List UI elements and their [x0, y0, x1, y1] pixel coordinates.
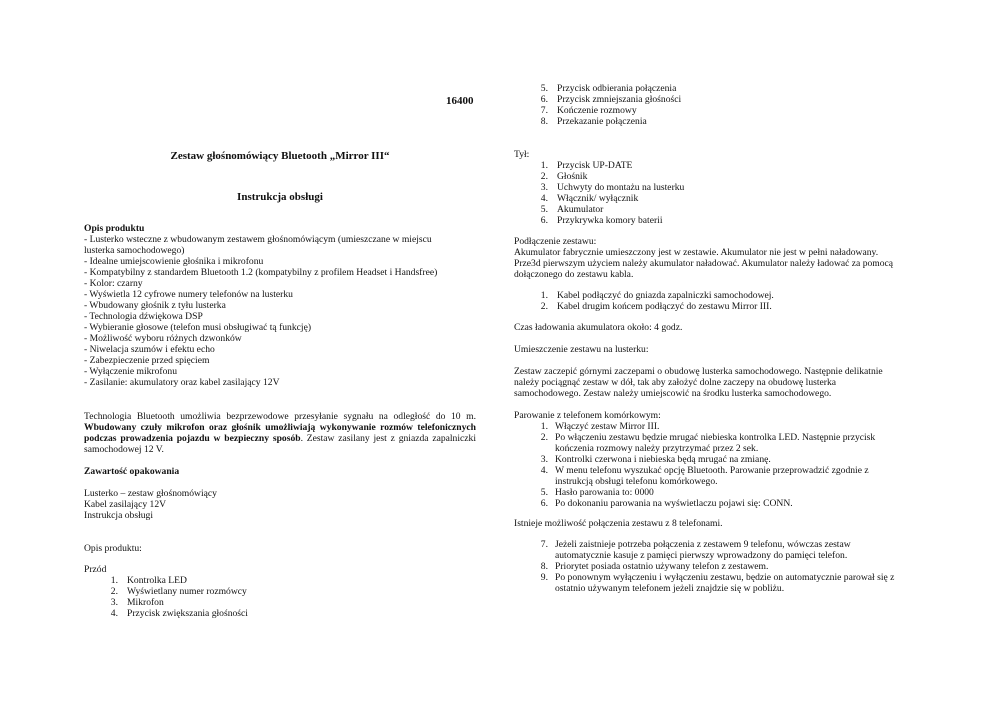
feature-item: - Zasilanie: akumulatory oraz kabel zasilający 12V [84, 377, 280, 388]
list-item: 2. Głośnik [540, 171, 588, 182]
technology-bold-text: Wbudowany czuły mikrofon oraz głośnik umożliwiają wykonywanie rozmów telefonicznych podczas prowadzenia pojazdu w bezpieczny sposób [84, 422, 476, 444]
pairing-heading: Parowanie z telefonem komórkowym: [514, 410, 661, 421]
charge-time: Czas ładowania akumulatora około: 4 godz. [514, 322, 683, 333]
front-label: Przód [84, 564, 107, 575]
list-item: 6. Przycisk zmniejszania głośności [540, 94, 682, 105]
list-item: 7. Kończenie rozmowy [540, 105, 637, 116]
connection-section [514, 236, 904, 280]
mount-heading: Umieszczenie zestawu na lusterku: [514, 344, 649, 355]
list-item: 1. Kabel podłączyć do gniazda zapalniczki samochodowej. [540, 290, 774, 301]
technology-text: Technologia Bluetooth umożliwia bezprzewodowe przesyłanie sygnału na odległość do 10 m. [84, 411, 476, 422]
feature-item: - Wybieranie głosowe (telefon musi obsługiwać tą funkcję) [84, 322, 312, 333]
front-section [84, 564, 464, 619]
list-item: 1. Kontrolka LED [110, 575, 187, 586]
product-description [84, 223, 444, 388]
multi-phone-list [514, 539, 900, 594]
technology-paragraph [84, 411, 476, 455]
list-item: 4. Włącznik/ wyłącznik [540, 193, 639, 204]
connection-list [514, 290, 904, 312]
list-item: 4. W menu telefonu wyszukać opcję Bluetooth. Parowanie przeprowadzić zgodnie z instrukcją obsługi telefonu komórkowego. [540, 465, 869, 487]
feature-item: - Kompatybilny z standardem Bluetooth 1.2 (kompatybilny z profilem Headset i Handsfree) [84, 267, 438, 278]
description-heading: Opis produktu [84, 223, 145, 234]
mount-text: Zestaw zaczepić górnymi zaczepami o obudowę lusterka samochodowego. Następnie delikatnie należy pociągnąć zestaw w dół, tak aby założyć dolne zaczepy na obudowę lusterka samochodowego. Zestaw należy umiejscowić na środku lusterka samochodowego. [514, 366, 883, 399]
connection-text: Akumulator fabrycznie umieszczony jest w zestawie. Akumulator nie jest w pełni naładowany. Prze3d pierwszym użyciem należy akumulator naładować. Akumulator należy ładować za pomocą dołączonego do zestawu kabla. [514, 247, 894, 280]
feature-item: - Wyłączenie mikrofonu [84, 366, 178, 377]
feature-item: - Idealne umiejscowienie głośnika i mikrofonu [84, 256, 264, 267]
list-item: 3. Kontrolki czerwona i niebieska będą mrugać na zmianę. [540, 454, 771, 465]
feature-item: - Niwelacja szumów i efektu echo [84, 344, 215, 355]
feature-item: - Technologia dźwiękowa DSP [84, 311, 203, 322]
feature-item: - Kolor: czarny [84, 278, 143, 289]
list-item: 9. Po ponownym wyłączeniu i wyłączeniu zestawu, będzie on automatycznie parował się z ostatnio używanym telefonem jeżeli znajdzie się w pobliżu. [540, 572, 895, 594]
list-item: 6. Po dokonaniu parowania na wyświetlaczu pojawi się: CONN. [540, 498, 793, 509]
list-item: 2. Wyświetlany numer rozmówcy [110, 586, 247, 597]
list-item: 2. Kabel drugim końcem podłączyć do zestawu Mirror III. [540, 301, 772, 312]
feature-list [84, 234, 444, 388]
list-item: 1. Włączyć zestaw Mirror III. [540, 421, 660, 432]
package-item: Kabel zasilający 12V [84, 499, 167, 510]
back-list [514, 160, 904, 226]
feature-item: - Możliwość wyboru różnych dzwonków [84, 333, 242, 344]
feature-item: - Wyświetla 12 cyfrowe numery telefonów na lusterku [84, 289, 293, 300]
product-code: 16400 [446, 95, 474, 107]
multi-phone-text: Istnieje możliwość połączenia zestawu z 8 telefonami. [514, 518, 723, 529]
package-item: Instrukcja obsługi [84, 510, 154, 521]
description-label: Opis produktu: [84, 543, 142, 554]
feature-item: - Wbudowany głośnik z tyłu lusterka [84, 300, 226, 311]
document-subtitle: Instrukcja obsługi [237, 191, 323, 203]
list-item: 1. Przycisk UP-DATE [540, 160, 633, 171]
feature-item: - Lusterko wsteczne z wbudowanym zestawem głośnomówiącym (umieszczane w miejscu lusterka samochodowego) [84, 234, 432, 256]
document-title: Zestaw głośnomówiący Bluetooth „Mirror III“ [170, 150, 390, 162]
technology-text-end: . Zestaw zasilany jest z gniazda zapalniczki samochodowej 12 V. [84, 433, 476, 455]
package-item: Lusterko – zestaw głośnomówiący [84, 488, 217, 499]
pairing-list [514, 421, 900, 509]
list-item: 2. Po włączeniu zestawu będzie mrugać niebieska kontrolka LED. Następnie przycisk kończenia rozmowy należy przytrzymać przez 2 sek. [540, 432, 876, 454]
package-heading: Zawartość opakowania [84, 466, 180, 477]
list-item: 5. Akumulator [540, 204, 604, 215]
list-item: 7. Jeżeli zaistnieje potrzeba połączenia z zestawem 9 telefonu, wówczas zestaw automatycznie kasuje z pamięci pierwszy wprowadzony do pamięci telefon. [540, 539, 851, 561]
feature-item: - Zabezpieczenie przed spięciem [84, 355, 210, 366]
list-item: 4. Przycisk zwiększania głośności [110, 608, 248, 619]
back-label: Tył: [514, 149, 530, 160]
connection-heading: Podłączenie zestawu: [514, 236, 597, 247]
package-list [84, 488, 217, 521]
front-list-continued [514, 83, 904, 127]
list-item: 5. Przycisk odbierania połączenia [540, 83, 677, 94]
list-item: 3. Mikrofon [110, 597, 164, 608]
list-item: 8. Przekazanie połączenia [540, 116, 647, 127]
list-item: 5. Hasło parowania to: 0000 [540, 487, 654, 498]
list-item: 6. Przykrywka komory baterii [540, 215, 663, 226]
list-item: 3. Uchwyty do montażu na lusterku [540, 182, 685, 193]
list-item: 8. Priorytet posiada ostatnio używany telefon z zestawem. [540, 561, 769, 572]
front-list [84, 575, 464, 619]
